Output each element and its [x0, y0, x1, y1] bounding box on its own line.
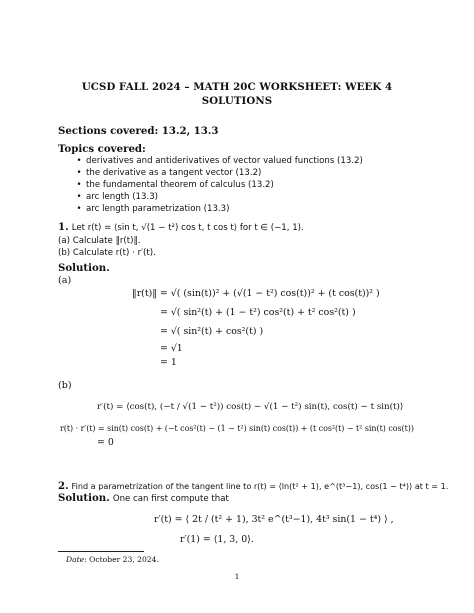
topic-text: arc length parametrization (13.3)	[86, 204, 230, 214]
topic-item	[72, 192, 158, 202]
problem-2-number: 2.	[58, 480, 69, 492]
footnote-rule	[58, 551, 144, 552]
bullet-icon: •	[76, 204, 82, 214]
part-a-label: (a)	[58, 275, 72, 286]
topic-text: the derivative as a tangent vector (13.2)	[86, 168, 262, 178]
page-title-line1: UCSD FALL 2024 – MATH 20C WORKSHEET: WEEK 4	[81, 81, 393, 93]
topic-item	[72, 156, 363, 166]
date-label: Date	[66, 555, 85, 564]
part-b-label: (b)	[58, 380, 72, 391]
problem-2-statement	[58, 480, 448, 492]
problem-1-part-b: (b) Calculate r(t) · r′(t).	[58, 248, 156, 258]
equation-dot-product: r(t) · r′(t) = sin(t) cos(t) + (−t cos²(t) − (1 − t²) sin(t) cos(t)) + (t cos²(t) − t² sin(t) cos(t))	[60, 424, 414, 433]
equation-norm-line2: = √( sin²(t) + (1 − t²) cos²(t) + t² cos²(t) )	[160, 307, 356, 318]
page-number: 1	[234, 572, 240, 581]
topic-text: arc length (13.3)	[86, 192, 159, 202]
bullet-icon: •	[76, 168, 82, 178]
problem-1-part-a: (a) Calculate ‖r(t)‖.	[58, 236, 141, 246]
problem-1-text: Let r(t) = ⟨sin t, √(1 − t²) cos t, t cos t⟩ for t ∈ (−1, 1).	[71, 223, 304, 233]
bullet-icon: •	[76, 192, 82, 202]
equation-derivative: r′(t) = ⟨cos(t), (−t / √(1 − t²)) cos(t) − √(1 − t²) sin(t), cos(t) − t sin(t)⟩	[97, 402, 404, 412]
equation-norm-line4: = √1	[160, 343, 183, 354]
problem-2-text: Find a parametrization of the tangent line to r(t) = ⟨ln(t² + 1), e^(t³−1), cos(1 − t⁴)⟩ at t = 1.	[71, 481, 449, 491]
equation-tangent-at-1: r′(1) = ⟨1, 3, 0⟩.	[180, 534, 254, 545]
topic-item	[72, 204, 229, 214]
sections-covered: Sections covered: 13.2, 13.3	[58, 125, 219, 137]
bullet-icon: •	[76, 180, 82, 190]
topic-text: derivatives and antiderivatives of vector valued functions (13.2)	[86, 156, 363, 166]
equation-tangent-derivative: r′(t) = ⟨ 2t / (t² + 1), 3t² e^(t³−1), 4t³ sin(1 − t⁴) ⟩ ,	[154, 514, 394, 525]
footnote-date	[66, 555, 159, 564]
topics-heading: Topics covered:	[58, 143, 146, 155]
solution-label: Solution.	[58, 262, 110, 274]
topic-item	[72, 180, 274, 190]
bullet-icon: •	[76, 156, 82, 166]
equation-norm-line3: = √( sin²(t) + cos²(t) )	[160, 326, 264, 337]
topic-text: the fundamental theorem of calculus (13.2)	[86, 180, 274, 190]
equation-dot-result: = 0	[97, 437, 114, 448]
equation-norm-line5: = 1	[160, 357, 177, 368]
page-title-line2: SOLUTIONS	[201, 95, 273, 107]
equation-norm-line1: ‖r(t)‖ = √( (sin(t))² + (√(1 − t²) cos(t))² + (t cos(t))² )	[132, 288, 380, 299]
solution-text: One can first compute that	[112, 494, 229, 504]
date-value: : October 23, 2024.	[84, 555, 159, 564]
problem-1-number: 1.	[58, 221, 69, 233]
problem-2-solution	[58, 492, 229, 504]
topic-item	[72, 168, 261, 178]
problem-1-statement	[58, 221, 304, 233]
solution-label: Solution.	[58, 492, 110, 504]
